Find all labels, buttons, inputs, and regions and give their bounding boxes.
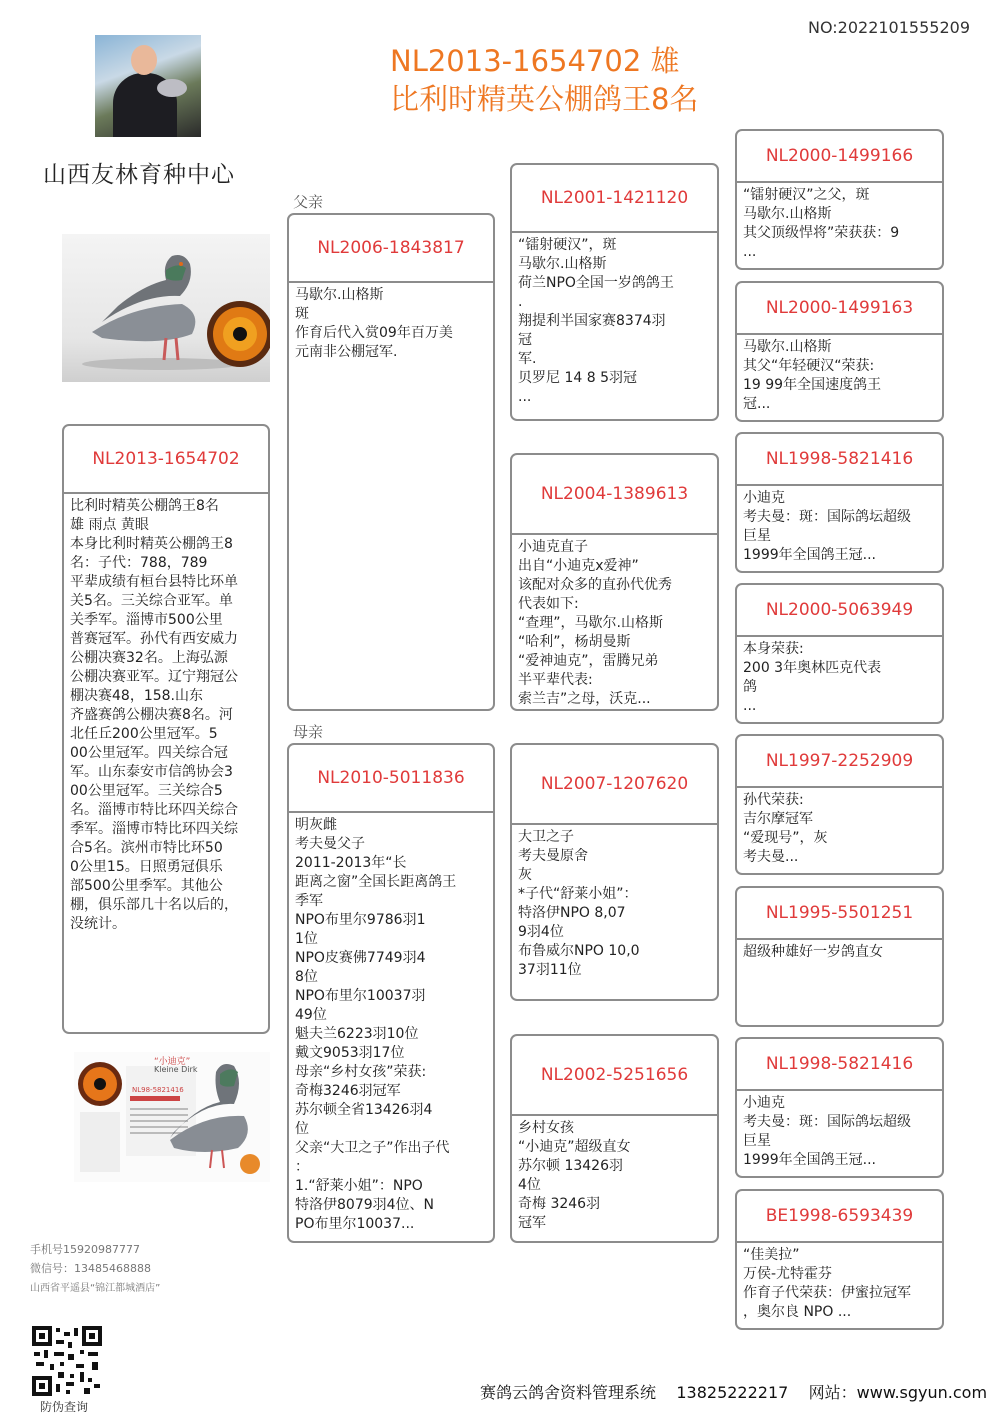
title-line-2: 比利时精英公棚鸽王8名 (390, 82, 699, 116)
ancestor-promo-image (74, 1052, 270, 1182)
paternal-grandfather-description: “镭射硬汉”，斑 马歇尔.山格斯 荷兰NPO全国一岁鸽鸽王 . 翔提利半国家赛8374羽 冠 军. 贝罗尼 14 8 5羽冠 ... (518, 237, 674, 405)
great-grandparent-ring-number: NL1995-5501251 (737, 888, 942, 940)
paternal-grandfather-card (510, 163, 719, 421)
paternal-grandmother-card (510, 453, 719, 711)
title-line-1: NL2013-1654702 雄 (390, 44, 680, 78)
great-grandparent-card (735, 1189, 944, 1330)
great-grandparent-description: 小迪克 考夫曼：斑：国际鸽坛超级 巨星 1999年全国鸽王冠... (743, 490, 911, 563)
father-ring-number: NL2006-1843817 (289, 215, 493, 283)
qr-code[interactable] (32, 1326, 102, 1396)
footer-text: 赛鸽云鸽舍资料管理系统 13825222217 网站：www.sgyun.com (480, 1383, 988, 1402)
great-grandparent-description: “镭射硬汉”之父，斑 马歇尔.山格斯 其父顶级悍将”荣获获：9 ... (743, 187, 900, 260)
mother-card (287, 743, 495, 1243)
mother-description: 明灰雌 考夫曼父子 2011-2013年“长 距离之窗”全国长距离鸽王 季军 NPO布里尔9786羽1 1位 NPO皮赛佛7749羽4 8位 NPO布里尔10037羽 49位 魁夫兰6223羽10位 戴文9053羽17位 母亲“乡村女孩”荣获: 奇梅3246羽冠军 苏尔顿全省13426羽4 位 父亲“大卫之子”作出子代 ： 1.“舒莱小姐”：NPO 特洛伊8079羽4位、N PO布里尔10037... (295, 817, 457, 1232)
great-grandparent-card (735, 886, 944, 1027)
great-grandparent-card (735, 734, 944, 875)
great-grandparent-ring-number: NL2000-1499166 (737, 131, 942, 183)
great-grandparent-ring-number: NL1998-5821416 (737, 434, 942, 486)
father-label: 父亲 (293, 193, 324, 211)
father-card (287, 213, 495, 711)
great-grandparent-ring-number: NL2000-5063949 (737, 585, 942, 637)
contact-address: 山西省平遥县“锦江都城酒店” (30, 1283, 161, 1294)
promo-ring-number: NL98-5821416 (132, 1086, 184, 1094)
subject-ring-number: NL2013-1654702 (64, 426, 268, 494)
great-grandparent-description: 本身荣获: 200 3年奥林匹克代表 鸽 ... (743, 641, 882, 714)
great-grandparent-description: 孙代荣获: 吉尔摩冠军 “爱现号”，灰 考夫曼... (743, 792, 828, 865)
contact-wechat: 微信号：13485468888 (30, 1262, 151, 1275)
paternal-grandmother-ring-number: NL2004-1389613 (512, 455, 717, 535)
qr-label: 防伪查询 (40, 1400, 89, 1414)
great-grandparent-card (735, 432, 944, 573)
great-grandparent-ring-number: NL2000-1499163 (737, 283, 942, 335)
pigeon-photo (62, 234, 270, 382)
maternal-grandfather-card (510, 743, 719, 1001)
great-grandparent-description: “佳美拉” 万侯-尤特霍芬 作育子代荣获：伊蜜拉冠军 ，奥尔良 NPO ... (743, 1247, 911, 1320)
owner-portrait (95, 35, 201, 137)
father-description: 马歇尔.山格斯 斑 作育后代入赏09年百万美 元南非公棚冠军. (295, 287, 453, 360)
maternal-grandfather-ring-number: NL2007-1207620 (512, 745, 717, 825)
maternal-grandmother-description: 乡村女孩 “小迪克”超级直女 苏尔顿 13426羽 4位 奇梅 3246羽 冠军 (518, 1120, 631, 1231)
great-grandparent-card (735, 129, 944, 270)
great-grandparent-description: 马歇尔.山格斯 其父“年轻硬汉“荣获: 19 99年全国速度鸽王 冠... (743, 339, 882, 412)
great-grandparent-ring-number: BE1998-6593439 (737, 1191, 942, 1243)
paternal-grandfather-ring-number: NL2001-1421120 (512, 165, 717, 233)
certificate-number: NO:2022101555209 (807, 18, 970, 37)
promo-caption: “小迪克” (154, 1057, 191, 1067)
promo-subtitle: Kleine Dirk (154, 1065, 198, 1074)
maternal-grandmother-ring-number: NL2002-5251656 (512, 1036, 717, 1116)
paternal-grandmother-description: 小迪克直子 出自“小迪克x爱神” 该配对众多的直孙代优秀 代表如下: “查理”，马歇尔.山格斯 “哈利”，杨胡曼斯 “爱神迪克”，雷腾兄弟 半平辈代表: 索兰吉”之母，沃克... (518, 539, 672, 707)
great-grandparent-card (735, 583, 944, 724)
great-grandparent-ring-number: NL1997-2252909 (737, 736, 942, 788)
page-title (390, 42, 698, 118)
organization-name: 山西友林育种中心 (43, 162, 235, 188)
subject-card (62, 424, 270, 1034)
great-grandparent-card (735, 281, 944, 422)
great-grandparent-card (735, 1037, 944, 1178)
maternal-grandmother-card (510, 1034, 719, 1243)
great-grandparent-ring-number: NL1998-5821416 (737, 1039, 942, 1091)
mother-ring-number: NL2010-5011836 (289, 745, 493, 813)
great-grandparent-description: 小迪克 考夫曼：斑：国际鸽坛超级 巨星 1999年全国鸽王冠... (743, 1095, 911, 1168)
great-grandparent-description: 超级种雄好一岁鸽直女 (743, 944, 883, 960)
maternal-grandfather-description: 大卫之子 考夫曼原舍 灰 *子代“舒莱小姐”： 特洛伊NPO 8,07 9羽4位 布鲁威尔NPO 10,0 37羽11位 (518, 829, 640, 978)
mother-label: 母亲 (293, 723, 324, 741)
contact-phone: 手机号15920987777 (30, 1243, 140, 1256)
subject-description: 比利时精英公棚鸽王8名 雄 雨点 黄眼 本身比利时精英公棚鸽王8 名：子代：788，789 平辈成绩有桓台县特比环单 关5名。三关综合亚军。单 关季军。淄博市500公里 普赛冠军。孙代有西安威力 公棚决赛32名。上海弘源 公棚决赛亚军。辽宁翔冠公 棚决赛48，158.山东 齐盛赛鸽公棚决赛8名。河 北任丘200公里冠军。5 00公里冠军。四关综合冠 军。山东泰安市信鸽协会3 00公里冠军。三关综合5 名。淄博市特比环四关综合 季军。淄博市特比环四关综 合5名。滨州市特比环50 0公里15。日照勇冠俱乐 部500公里季军。其他公 棚，俱乐部几十名以后的， 没统计。 (70, 498, 238, 932)
